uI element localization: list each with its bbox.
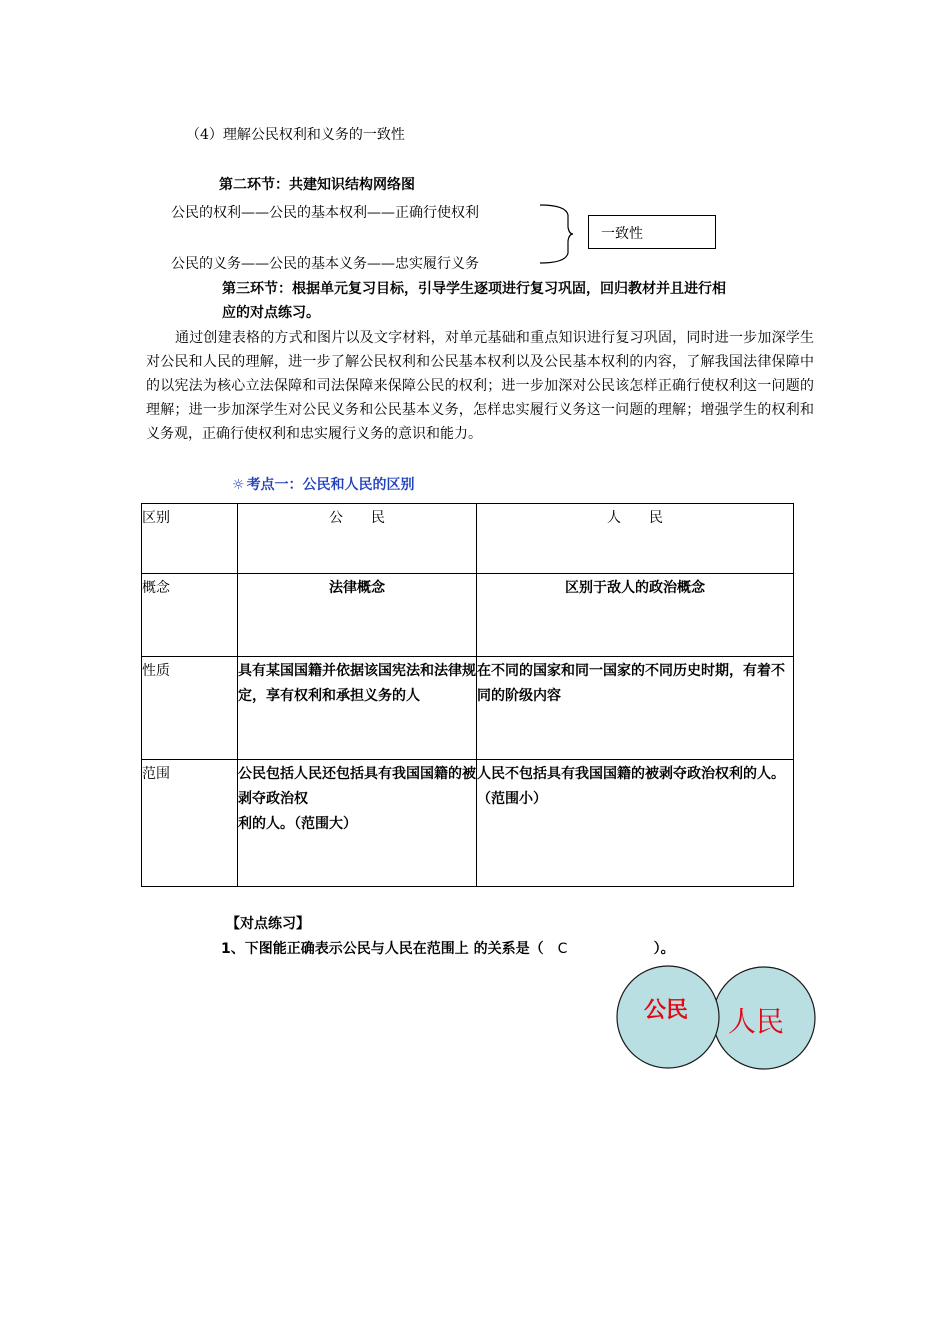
- citizen-cell: 法律概念: [238, 574, 477, 657]
- question-1: [221, 938, 675, 958]
- brace-connector: [538, 201, 574, 267]
- table-header-cell: 人 民: [477, 504, 794, 574]
- row-key: 概念: [142, 574, 238, 657]
- table-row: [142, 760, 794, 887]
- table-header-cell: 区别: [142, 504, 238, 574]
- citizen-cell-line2: 利的人。（范围大）: [238, 816, 357, 832]
- section3-title: [222, 277, 822, 325]
- people-cell: 在不同的国家和同一国家的不同历史时期，有着不同的阶级内容: [477, 657, 794, 760]
- question-1-suffix: ）。: [653, 941, 675, 957]
- people-label: 人民: [727, 1005, 785, 1038]
- question-1-text: 1、下图能正确表示公民与人民在范围上 的关系是（: [221, 941, 544, 957]
- question-1-answer: C: [557, 941, 568, 957]
- consistency-box: [588, 215, 716, 249]
- kaodian-heading: [232, 474, 415, 494]
- paragraph-text: 通过创建表格的方式和图片以及文字材料，对单元基础和重点知识进行复习巩固，同时进一步加深学生对公民和人民的理解，进一步了解公民权利和公民基本权利以及公民基本权利的内容，了解我国法律保障中的以宪法为核心立法保障和司法保障来保障公民的权利；进一步加深对公民该怎样正确行使权利这一问题的理解；进一步加深学生对公民义务和公民基本义务，怎样忠实履行义务这一问题的理解；增强学生的权利和义务观，正确行使权利和忠实履行义务的意识和能力。: [146, 330, 814, 442]
- comparison-table: [141, 503, 794, 887]
- table-row: [142, 657, 794, 760]
- practice-heading: 【对点练习】: [226, 916, 310, 932]
- item-4-text: （4）理解公民权利和义务的一致性: [186, 127, 405, 143]
- section3-title-line1: 第三环节：根据单元复习目标，引导学生逐项进行复习巩固，回归教材并且进行相: [222, 281, 726, 297]
- row-key: 范围: [142, 760, 238, 887]
- consistency-label: 一致性: [601, 226, 643, 242]
- table-header-row: [142, 504, 794, 574]
- people-cell: 区别于敌人的政治概念: [477, 574, 794, 657]
- citizen-cell: 具有某国国籍并依据该国宪法和法律规定，享有权利和承担义务的人: [238, 657, 477, 760]
- table-row: [142, 574, 794, 657]
- section3-title-line2: 应的对点练习。: [222, 305, 320, 321]
- kaodian-title: 考点一：公民和人民的区别: [246, 477, 415, 493]
- duties-chain: 公民的义务——公民的基本义务——忠实履行义务: [171, 256, 479, 272]
- section3-paragraph: [146, 326, 814, 446]
- rights-chain: 公民的权利——公民的基本权利——正确行使权利: [171, 205, 479, 221]
- table-header-cell: 公 民: [238, 504, 477, 574]
- section2-title: 第二环节：共建知识结构网络图: [219, 177, 415, 193]
- people-cell: 人民不包括具有我国国籍的被剥夺政治权利的人。（范围小）: [477, 760, 794, 887]
- citizen-cell: [238, 760, 477, 887]
- citizen-cell-line1: 公民包括人民还包括具有我国国籍的被剥夺政治权: [238, 766, 476, 807]
- venn-diagram: [612, 965, 818, 1071]
- citizen-label: 公民: [643, 998, 689, 1023]
- row-key: 性质: [142, 657, 238, 760]
- sun-icon: ☼: [232, 477, 245, 493]
